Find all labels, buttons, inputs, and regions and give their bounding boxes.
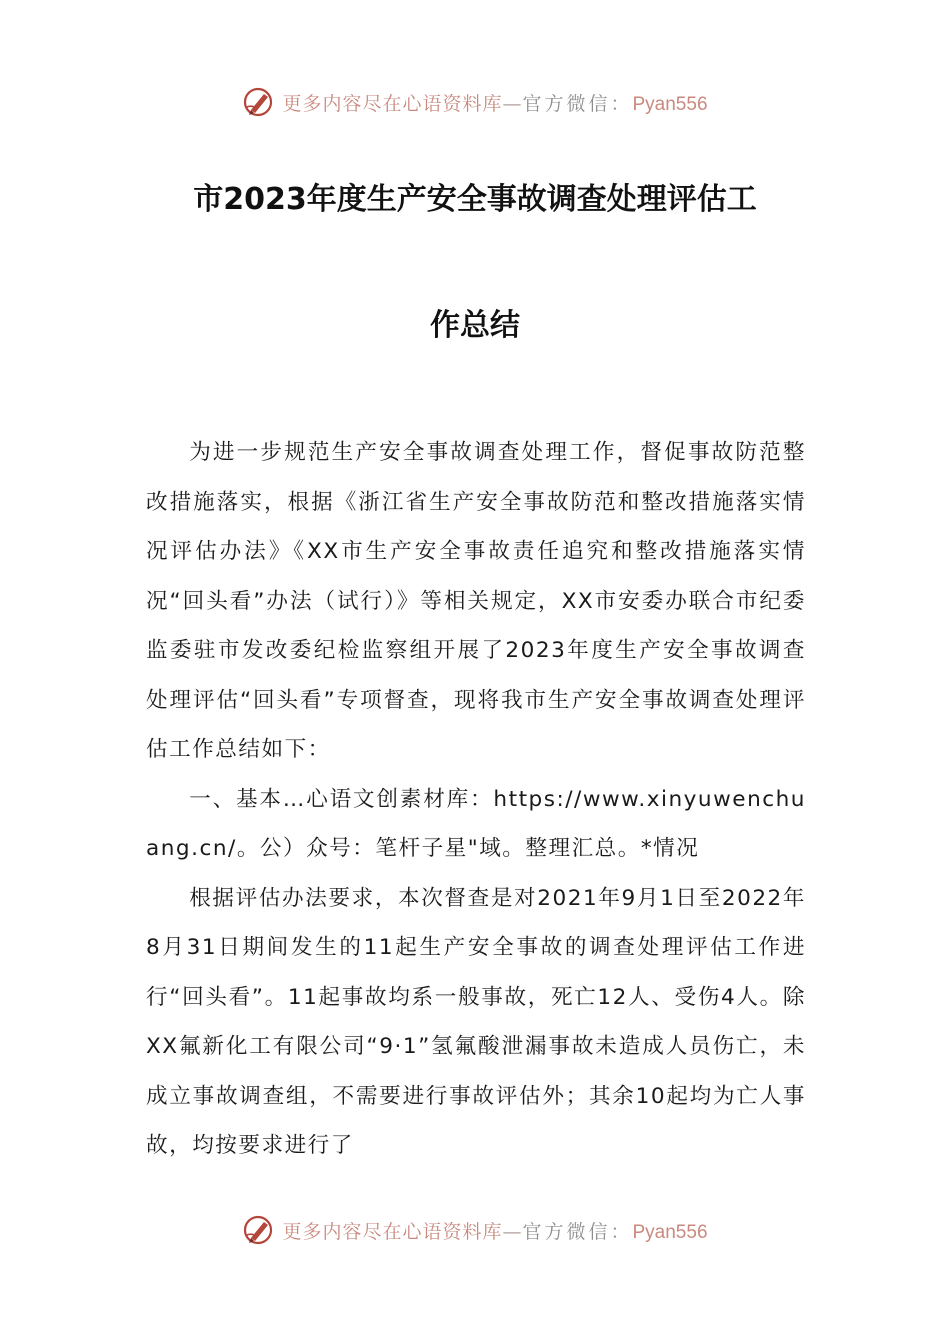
footer-wechat-id: Pyan556 [632, 1221, 708, 1243]
paragraph-evaluation: 根据评估办法要求，本次督查是对2021年9月1日至2022年8月31日期间发生的11起生产安全事故的调查处理评估工作进行“回头看”。11起事故均系一般事故，死亡12人、受伤4人。除XX氟新化工有限公司“9·1”氢氟酸泄漏事故未造成人员伤亡，未成立事故调查组，不需要进行事故评估外；其余10起均为亡人事故，均按要求进行了 [146, 885, 806, 1158]
footer-dash: — [502, 1220, 523, 1243]
document-body [146, 428, 806, 1171]
document-title-line-2: 作总结 [430, 308, 520, 343]
header-banner [0, 82, 950, 122]
pen-nib-logo-icon [242, 1213, 276, 1247]
banner-wechat-label: 官方微信： [522, 92, 633, 115]
footer-wechat-label: 官方微信： [522, 1220, 633, 1243]
footer-banner [0, 1210, 950, 1250]
banner-wechat-id: Pyan556 [632, 93, 708, 115]
document-title-line-1: 市2023年度生产安全事故调查处理评估工 [193, 182, 757, 217]
pen-nib-logo-icon [242, 85, 276, 119]
banner-text [282, 89, 707, 116]
footer-banner-text [282, 1217, 707, 1244]
paragraph-section-heading: 一、基本…心语文创素材库：https://www.xinyuwenchuang.cn/。公）众号：笔杆子星"域。整理汇总。*情况 [146, 786, 806, 861]
paragraph-intro: 为进一步规范生产安全事故调查处理工作，督促事故防范整改措施落实，根据《浙江省生产安全事故防范和整改措施落实情况评估办法》《XX市生产安全事故责任追究和整改措施落实情况“回头看”办法（试行）》等相关规定，XX市安委办联合市纪委监委驻市发改委纪检监察组开展了2023年度生产安全事故调查处理评估“回头看”专项督查，现将我市生产安全事故调查处理评估工作总结如下： [146, 440, 806, 762]
banner-dash: — [502, 92, 523, 115]
footer-site-text: 更多内容尽在心语资料库 [282, 1220, 503, 1243]
banner-site-text: 更多内容尽在心语资料库 [282, 92, 503, 115]
